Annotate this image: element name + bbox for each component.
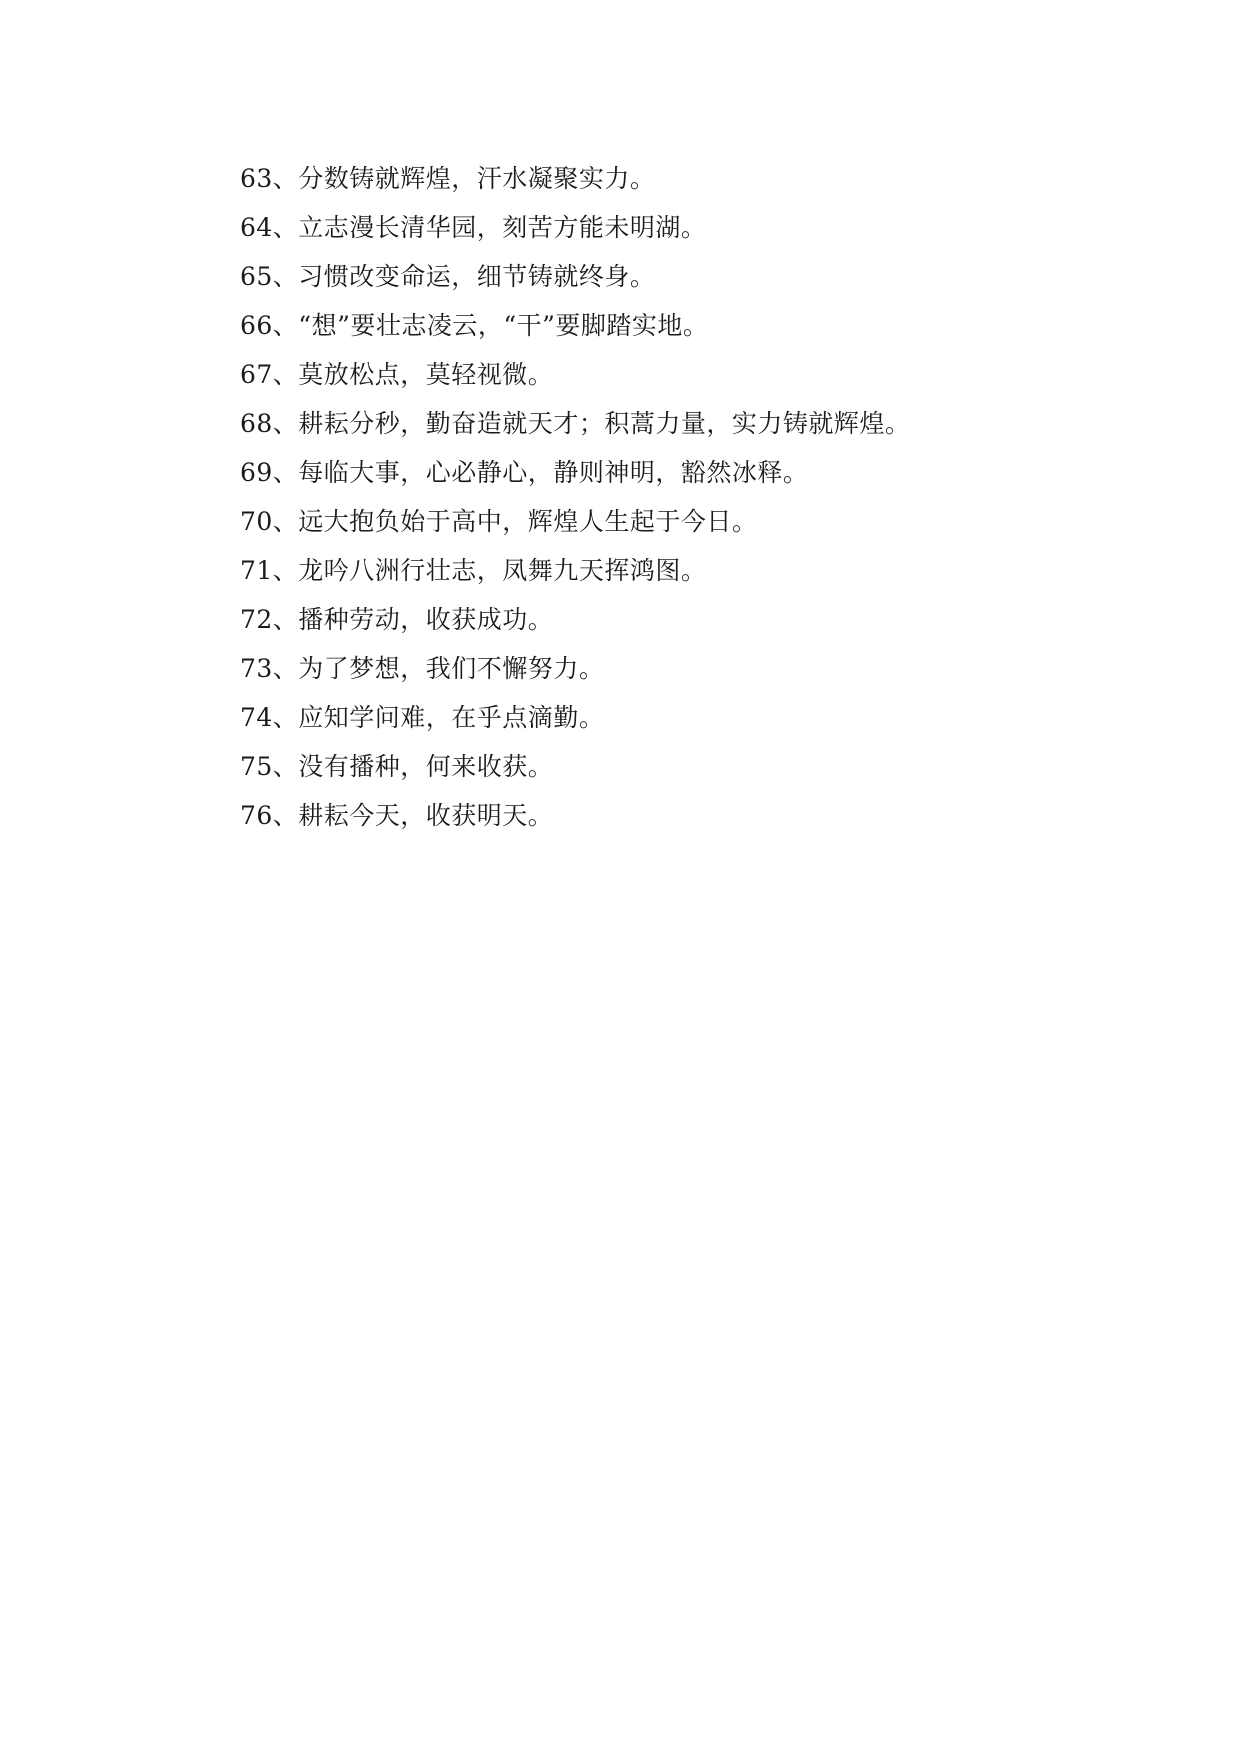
list-item: 75、没有播种，何来收获。 <box>240 752 554 781</box>
list-item: 68、耕耘分秒，勤奋造就天才；积蒿力量，实力铸就辉煌。 <box>240 409 911 438</box>
list-item: 67、莫放松点，莫轻视微。 <box>240 360 554 389</box>
list-item: 71、龙吟八洲行壮志，凤舞九天挥鸿图。 <box>240 556 707 585</box>
list-item: 64、立志漫长清华园，刻苦方能未明湖。 <box>240 213 707 242</box>
list-item: 72、播种劳动，收获成功。 <box>240 605 554 634</box>
list-item: 70、远大抱负始于高中，辉煌人生起于今日。 <box>240 507 758 536</box>
list-item: 69、每临大事，心必静心，静则神明，豁然冰释。 <box>240 458 809 487</box>
slogan-list <box>240 154 1140 840</box>
list-item: 65、习惯改变命运，细节铸就终身。 <box>240 262 656 291</box>
list-item: 63、分数铸就辉煌，汗水凝聚实力。 <box>240 164 656 193</box>
list-item: 76、耕耘今天，收获明天。 <box>240 801 554 830</box>
list-item: 73、为了梦想，我们不懈努力。 <box>240 654 605 683</box>
list-item: 66、“想”要壮志凌云，“干”要脚踏实地。 <box>240 311 709 340</box>
list-item: 74、应知学问难，在乎点滴勤。 <box>240 703 605 732</box>
